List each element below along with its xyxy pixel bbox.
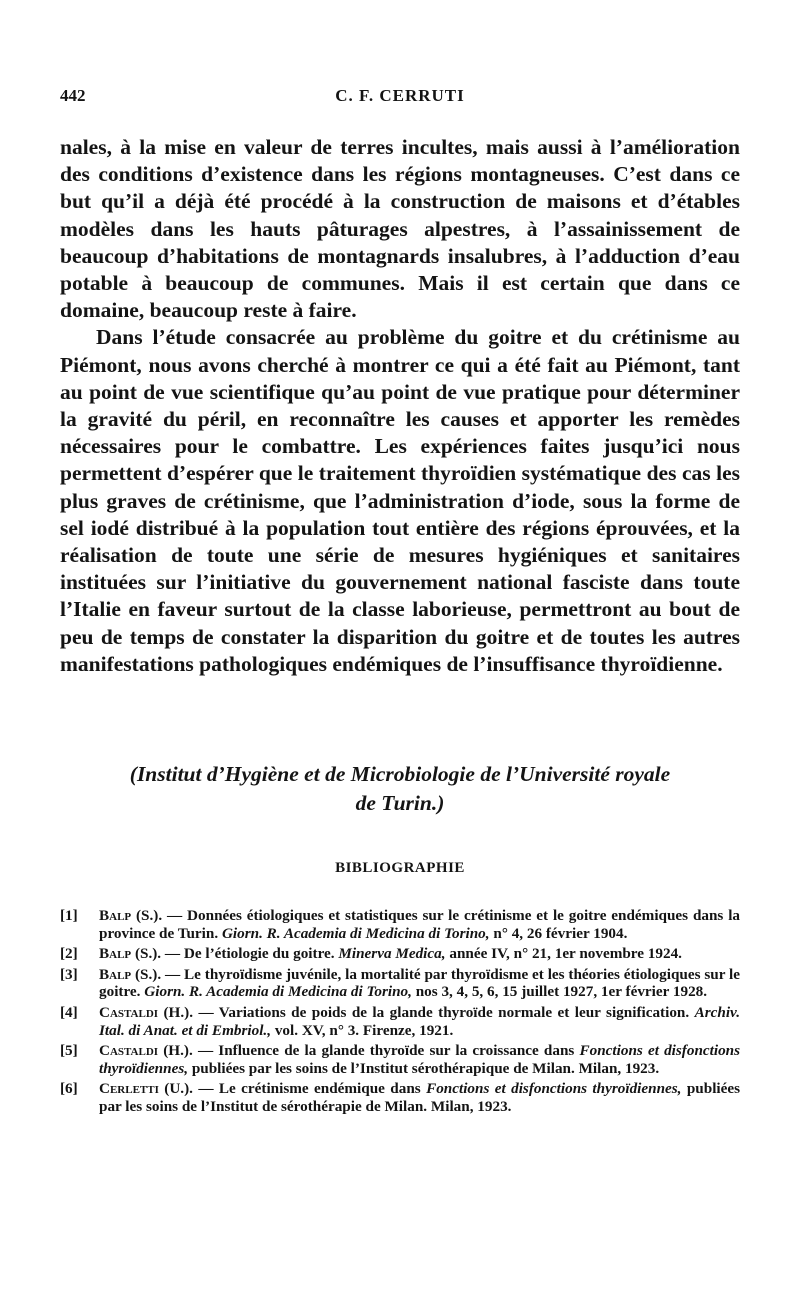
reference-title: — Influence de la glande thyroïde sur la croissance dans [197, 1042, 575, 1060]
reference-initials: (S.). [136, 907, 163, 924]
bibliography-list [60, 907, 740, 1119]
reference-author: Castaldi [99, 1042, 159, 1060]
paragraph: nales, à la mise en valeur de terres incultes, mais aussi à l’amélioration des conditions d’existence dans les régions montagneuses. C’est dans ce but qu’il a déjà été procédé à la construction de maisons et d’étables modèles dans les hauts pâturages alpestres, à l’assainissement de beaucoup d’habitations de montagnards insalubres, à l’adduction d’eau potable à beaucoup de communes. Mais il est certain que dans ce domaine, beaucoup reste à faire. [60, 135, 740, 323]
reference-title: — Le thyroïdisme juvénile, la mortalité par thyroïdisme et les théories étiologiques sur le goitre. [99, 965, 741, 1001]
reference-journal: Archiv. Ital. di Anat. et di Embriol., [99, 1003, 741, 1039]
reference-number: [5] [60, 1042, 78, 1060]
reference-author: Balp [99, 907, 132, 924]
reference-item [60, 1080, 740, 1115]
reference-journal: Giorn. R. Academia di Medicina di Torino, [221, 924, 490, 942]
bibliography-title: BIBLIOGRAPHIE [335, 860, 465, 876]
affiliation-line: de Turin.) [355, 791, 445, 815]
reference-details: publiées par les soins de l’Institut de sérothérapie de Milan. Milan, 1923. [99, 1080, 741, 1115]
reference-initials: (S.). [135, 965, 162, 983]
reference-details: publiées par les soins de l’Institut sérothérapique de Milan. Milan, 1923. [191, 1059, 660, 1077]
page-number: 442 [60, 86, 86, 105]
reference-number: [3] [60, 965, 78, 983]
reference-title: — De l’étiologie du goitre. [164, 945, 335, 963]
paragraph: Dans l’étude consacrée au problème du goitre et du crétinisme au Piémont, nous avons cherché à montrer ce qui a été fait au Piémont, tant au point de vue scientifique qu’au point de vue pratique pour déterminer la gravité du péril, en reconnaître les causes et apporter les remèdes nécessaires pour le combattre. Les expériences faites jusqu’ici nous permettent d’espérer que le traitement thyroïdien systématique des cas les plus graves de crétinisme, que l’administration d’iode, sous la forme de sel iodé distribué à la population tout entière des régions éprouvées, et la réalisation de toute une série de mesures hygiéniques et sanitaires instituées sur l’initiative du gouvernement national fasciste dans toute l’Italie en faveur surtout de la classe laborieuse, permettront au bout de peu de temps de constater la disparition du goitre et de toutes les autres manifestations pathologiques endémiques de l’insuffisance thyroïdienne. [60, 325, 740, 676]
reference-item [60, 945, 740, 963]
reference-journal: Minerva Medica, [338, 945, 446, 963]
body-text [60, 134, 740, 678]
reference-author: Balp [99, 945, 132, 963]
running-header [60, 86, 740, 116]
reference-item [60, 1004, 740, 1039]
reference-author: Castaldi [99, 1003, 159, 1021]
reference-author: Balp [99, 965, 132, 983]
affiliation-line: (Institut d’Hygiène et de Microbiologie de l’Université royale [129, 762, 671, 786]
reference-author: Cerletti [99, 1080, 159, 1098]
reference-journal: Giorn. R. Academia di Medicina di Torino, [144, 983, 412, 1001]
reference-initials: (U.). [164, 1080, 193, 1098]
running-head-author: C. F. CERRUTI [335, 86, 465, 105]
reference-journal: Fonctions et disfonctions thyroïdiennes, [99, 1042, 741, 1077]
reference-item [60, 1042, 740, 1077]
reference-details: nos 3, 4, 5, 6, 15 juillet 1927, 1er février 1928. [415, 983, 708, 1001]
reference-title: — Données étiologiques et statistiques sur le crétinisme et le goitre endémiques dans la province de Turin. [99, 907, 741, 942]
reference-initials: (H.). [163, 1003, 194, 1021]
affiliation [60, 760, 740, 818]
reference-item [60, 966, 740, 1001]
reference-number: [1] [60, 907, 78, 924]
reference-item [60, 907, 740, 942]
reference-number: [6] [60, 1080, 78, 1098]
reference-number: [2] [60, 945, 78, 963]
reference-title: — Le crétinisme endémique dans [198, 1080, 421, 1098]
reference-details: année IV, n° 21, 1er novembre 1924. [449, 945, 682, 963]
reference-title: — Variations de poids de la glande thyroïde normale et leur signification. [198, 1003, 690, 1021]
reference-number: [4] [60, 1003, 78, 1021]
reference-journal: Fonctions et disfonctions thyroïdiennes, [426, 1080, 682, 1098]
reference-initials: (H.). [163, 1042, 193, 1060]
reference-initials: (S.). [134, 945, 162, 963]
reference-details: vol. XV, n° 3. Firenze, 1921. [274, 1021, 454, 1039]
reference-details: n° 4, 26 février 1904. [493, 924, 628, 942]
